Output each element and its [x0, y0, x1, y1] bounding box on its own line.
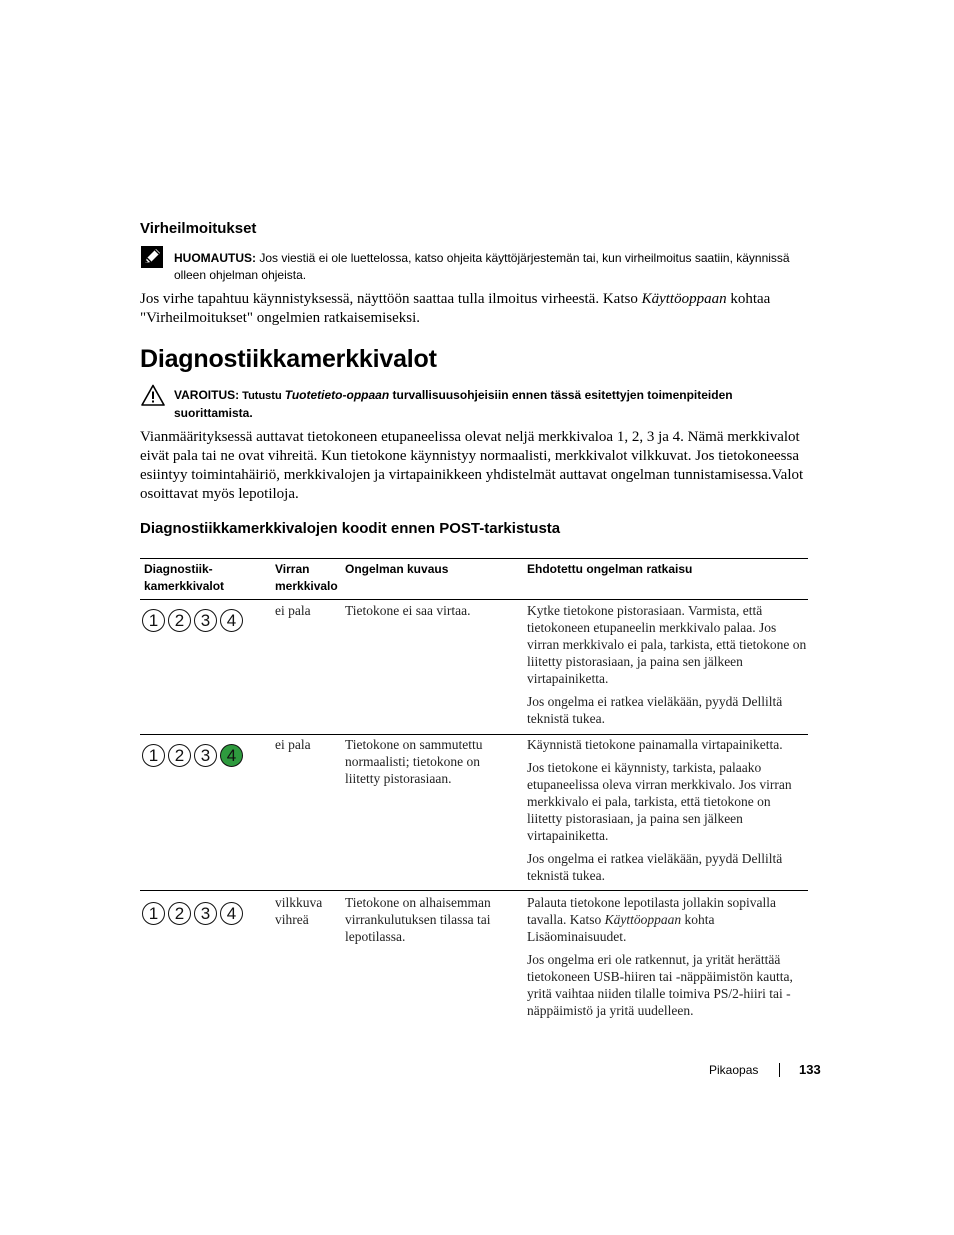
header-problem-description: Ongelman kuvaus — [345, 562, 449, 576]
header-line: Diagnostiik- — [144, 562, 213, 576]
table-title: Diagnostiikkamerkkivalojen koodit ennen POST-tarkistusta — [140, 520, 561, 537]
header-diagnostic-lights — [144, 561, 224, 595]
para-text: Jos virhe tapahtuu käynnistyksessä, näyttöön saattaa tulla ilmoitus virheestä. Katso — [140, 291, 642, 307]
user-guide-reference: Käyttöoppaan — [604, 912, 682, 927]
suggested-solution — [527, 894, 807, 1025]
header-suggested-solution: Ehdotettu ongelman ratkaisu — [527, 562, 693, 576]
diagnostic-led-1: 1 — [142, 902, 165, 925]
note-pencil-icon — [141, 246, 163, 268]
solution-text: Palauta tietokone lepotilasta jollakin sopivalla tavalla. Katso — [527, 895, 776, 927]
suggested-solution — [527, 602, 807, 733]
solution-step: Jos ongelma ei ratkea vieläkään, pyydä Delliltä teknistä tukea. — [527, 851, 783, 883]
power-light-state: vilkkuva vihreä — [275, 895, 323, 927]
diagnostic-led-4-on: 4 — [220, 744, 243, 767]
row-divider — [140, 734, 808, 735]
problem-description: Tietokone on sammutettu normaalisti; tietokone on liitetty pistorasiaan. — [345, 737, 483, 786]
led-group — [142, 902, 243, 925]
row-divider — [140, 890, 808, 891]
solution-step: Kytke tietokone pistorasiaan. Varmista, että tietokoneen etupaneelin merkkivalo palaa. Jos virran merkkivalo ei pala, tarkista, että tietokone on liitetty pistorasiaan, ja paina sen jälkeen virtapainiketta. — [527, 603, 807, 686]
diagnostic-led-2: 2 — [168, 902, 191, 925]
table-top-rule — [140, 558, 808, 559]
diagnostic-led-1: 1 — [142, 744, 165, 767]
power-light-state: ei pala — [275, 737, 311, 752]
caution-notice — [174, 387, 814, 422]
note-text: Jos viestiä ei ole luettelossa, katso ohjeita käyttöjärjestemän tai, kun virheilmoitus saatiin, käynnissä olleen ohjelman ohjeista. — [174, 251, 790, 282]
section-title-error-messages: Virheilmoitukset — [140, 220, 257, 237]
solution-step: Jos ongelma ei ratkea vieläkään, pyydä Delliltä teknistä tukea. — [527, 694, 783, 726]
header-line: merkkivalo — [275, 579, 338, 593]
diagnostic-led-2: 2 — [168, 744, 191, 767]
diagnostic-led-2: 2 — [168, 609, 191, 632]
warning-triangle-icon — [141, 384, 165, 406]
led-group — [142, 609, 243, 632]
problem-description: Tietokone ei saa virtaa. — [345, 603, 471, 618]
product-info-guide-reference: Tuotetieto-oppaan — [284, 388, 390, 402]
diagnostic-led-3: 3 — [194, 902, 217, 925]
note-label: HUOMAUTUS: — [174, 251, 256, 265]
suggested-solution — [527, 736, 807, 890]
diagnostic-led-3: 3 — [194, 609, 217, 632]
user-guide-reference: Käyttöoppaan — [641, 291, 727, 307]
page-number: 133 — [799, 1062, 821, 1077]
problem-description: Tietokone on alhaisemman virrankulutuksen tilassa tai lepotilassa. — [345, 895, 491, 944]
solution-step — [527, 894, 807, 945]
footer-guide-name: Pikaopas — [709, 1063, 759, 1077]
solution-step: Jos ongelma eri ole ratkennut, ja yrität herättää tietokoneen USB-hiiren tai -näppäimistön kautta, yritä vaihtaa niiden tilalle toimiva PS/2-hiiri tai -näppäimistö ja yritä uudelleen. — [527, 952, 793, 1018]
para-text: kohtaa "Virheilmoitukset" ongelmien ratkaisemiseksi. — [140, 291, 771, 326]
header-line: Virran — [275, 562, 310, 576]
caution-text: turvallisuusohjeisiin ennen tässä esitettyjen toimenpiteiden suorittamista. — [174, 388, 733, 420]
footer-separator — [779, 1063, 780, 1077]
solution-text: kohta Lisäominaisuudet. — [527, 912, 715, 944]
solution-step: Käynnistä tietokone painamalla virtapainiketta. — [527, 737, 783, 752]
diagnostic-lights-paragraph: Vianmäärityksessä auttavat tietokoneen etupaneelissa olevat neljä merkkivaloa 1, 2, 3 ja 4. Nämä merkkivalot eivät pala tai ne ovat vihreitä. Kun tietokone käynnistyy normaalisti, merkkivalot vilkkuvat. Jos tietokoneessa esiintyy toimintahäiriö, merkkivalojen ja virtapainikkeen yhdistelmät auttavat ongelman tunnistamisessa.Valot osoittavat myös lepotiloja. — [140, 429, 804, 502]
error-messages-paragraph — [140, 290, 820, 328]
solution-step: Jos tietokone ei käynnisty, tarkista, palaako etupaneelissa oleva virran merkkivalo. Jos virran merkkivalo ei pala, tarkista, että tietokone on liitetty pistorasiaan, ja paina sen jälkeen virtapainiketta. — [527, 760, 792, 843]
header-line: kamerkkivalot — [144, 579, 225, 593]
caution-text: Tutustu — [239, 390, 285, 402]
note-notice — [174, 250, 814, 284]
page-heading-diagnostic-lights: Diagnostiikkamerkkivalot — [140, 345, 437, 373]
diagnostic-led-4: 4 — [220, 902, 243, 925]
diagnostic-led-1: 1 — [142, 609, 165, 632]
caution-label: VAROITUS: — [174, 388, 240, 402]
row-divider — [140, 599, 808, 600]
led-group — [142, 744, 243, 767]
diagnostic-led-3: 3 — [194, 744, 217, 767]
power-light-state: ei pala — [275, 603, 311, 618]
diagnostic-led-4: 4 — [220, 609, 243, 632]
header-power-light — [275, 561, 338, 595]
